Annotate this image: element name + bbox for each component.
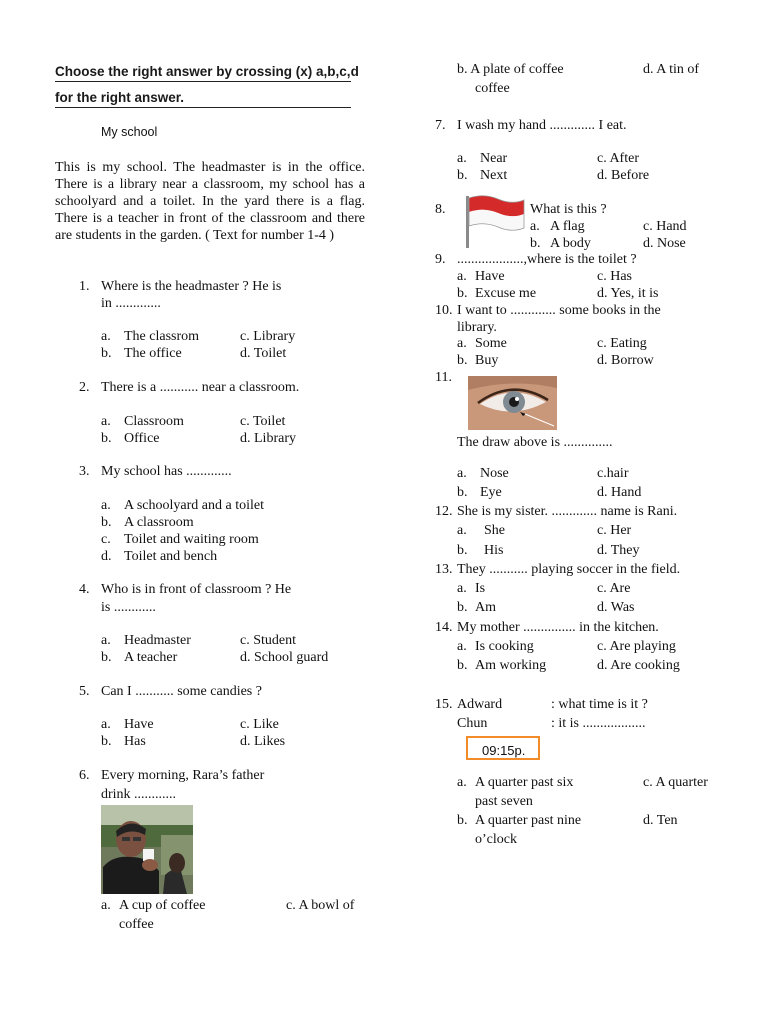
q6-option-a[interactable]: A cup of coffee <box>119 898 206 913</box>
q6-stem: Every morning, Rara’s father <box>101 768 265 783</box>
q15-line-2: : it is .................. <box>551 716 646 731</box>
q10-option-a[interactable]: Some <box>475 336 507 351</box>
q11-option-a[interactable]: Nose <box>480 466 509 481</box>
q2-stem: There is a ........... near a classroom. <box>101 380 300 395</box>
q14-number: 14. <box>435 620 453 635</box>
q15-a-letter: a. <box>457 775 467 790</box>
q3-number: 3. <box>79 464 90 479</box>
q6-stem-2: drink ............ <box>101 787 177 802</box>
q4-option-d[interactable]: d. School guard <box>240 650 329 665</box>
q8-option-a[interactable]: A flag <box>550 219 585 234</box>
q13-number: 13. <box>435 562 453 577</box>
q8-option-d[interactable]: d. Nose <box>643 236 686 251</box>
q11-stem: The draw above is .............. <box>457 435 613 450</box>
q15-option-b[interactable]: A quarter past nine <box>475 813 582 828</box>
q12-option-a[interactable]: She <box>484 523 505 538</box>
q10-option-c[interactable]: c. Eating <box>597 336 647 351</box>
q11-option-c[interactable]: c.hair <box>597 466 629 481</box>
q11-number: 11. <box>435 370 452 385</box>
clock-time: 09:15p. <box>482 743 526 758</box>
q4-stem: Who is in front of classroom ? He <box>101 582 292 597</box>
q4-a-letter: a. <box>101 633 111 648</box>
q15-option-b-cont: o’clock <box>475 832 517 847</box>
q2-option-d[interactable]: d. Library <box>240 431 296 446</box>
q10-option-b[interactable]: Buy <box>475 353 499 368</box>
eye-image <box>468 376 557 430</box>
q7-option-c[interactable]: c. After <box>597 151 639 166</box>
q15-number: 15. <box>435 697 453 712</box>
q11-b-letter: b. <box>457 485 468 500</box>
q5-option-b[interactable]: Has <box>124 734 146 749</box>
q3-option-a[interactable]: A schoolyard and a toilet <box>124 498 264 513</box>
q9-option-c[interactable]: c. Has <box>597 269 632 284</box>
instruction-line-2: for the right answer. <box>55 89 351 108</box>
q13-option-b[interactable]: Am <box>475 600 496 615</box>
q9-b-letter: b. <box>457 286 468 301</box>
q1-a-letter: a. <box>101 329 111 344</box>
q15-b-letter: b. <box>457 813 468 828</box>
q1-option-b[interactable]: The office <box>124 346 182 361</box>
q8-option-b[interactable]: A body <box>550 236 591 251</box>
instruction-line-1: Choose the right answer by crossing (x) a,b,c,d <box>55 63 351 82</box>
reading-title: My school <box>101 125 158 139</box>
q3-d-letter: d. <box>101 549 112 564</box>
q10-stem: I want to ............. some books in the <box>457 303 661 318</box>
q7-stem: I wash my hand ............. I eat. <box>457 118 627 133</box>
q13-option-d[interactable]: d. Was <box>597 600 635 615</box>
q13-b-letter: b. <box>457 600 468 615</box>
q1-b-letter: b. <box>101 346 112 361</box>
q14-option-a[interactable]: Is cooking <box>475 639 534 654</box>
q1-stem-2: in ............. <box>101 296 161 311</box>
q15-option-c-cont: past seven <box>475 794 533 809</box>
q15-line-1: : what time is it ? <box>551 697 648 712</box>
q3-option-c[interactable]: Toilet and waiting room <box>124 532 259 547</box>
flag-image <box>462 194 528 248</box>
q14-option-c[interactable]: c. Are playing <box>597 639 676 654</box>
q2-option-c[interactable]: c. Toilet <box>240 414 286 429</box>
q9-option-b[interactable]: Excuse me <box>475 286 537 301</box>
q12-number: 12. <box>435 504 453 519</box>
q7-option-a[interactable]: Near <box>480 151 508 166</box>
q3-option-d[interactable]: Toilet and bench <box>124 549 218 564</box>
q1-stem: Where is the headmaster ? He is <box>101 279 282 294</box>
q13-option-a[interactable]: Is <box>475 581 486 596</box>
q4-stem-2: is ............ <box>101 600 156 615</box>
man-drinking-coffee-image <box>101 805 193 894</box>
q13-stem: They ........... playing soccer in the field. <box>457 562 681 577</box>
q10-b-letter: b. <box>457 353 468 368</box>
q6-number: 6. <box>79 768 90 783</box>
q3-b-letter: b. <box>101 515 112 530</box>
q4-option-c[interactable]: c. Student <box>240 633 296 648</box>
q4-number: 4. <box>79 582 90 597</box>
q15-option-c[interactable]: c. A quarter <box>643 775 708 790</box>
q10-number: 10. <box>435 303 453 318</box>
q6-option-a-cont: coffee <box>119 917 154 932</box>
q9-stem: ...................,where is the toilet ? <box>457 252 637 267</box>
q15-speaker-2: Chun <box>457 716 488 731</box>
q10-a-letter: a. <box>457 336 467 351</box>
reading-passage: This is my school. The headmaster is in the office. There is a library near a classroom, my school has a schoolyard and a toilet. In the yard there is a flag. There is a teacher in front of the classroom and there are students in the garden. ( Text for number 1-4 ) <box>55 160 365 243</box>
q15-option-d[interactable]: d. Ten <box>643 813 678 828</box>
q1-option-d[interactable]: d. Toilet <box>240 346 287 361</box>
q12-stem: She is my sister. ............. name is Rani. <box>457 504 678 519</box>
q2-option-a[interactable]: Classroom <box>124 414 184 429</box>
q12-option-d[interactable]: d. They <box>597 543 640 558</box>
q13-a-letter: a. <box>457 581 467 596</box>
q1-option-c[interactable]: c. Library <box>240 329 296 344</box>
q4-option-b[interactable]: A teacher <box>124 650 178 665</box>
q14-b-letter: b. <box>457 658 468 673</box>
q8-a-letter: a. <box>530 219 540 234</box>
q8-stem: What is this ? <box>530 202 607 217</box>
q5-option-c[interactable]: c. Like <box>240 717 279 732</box>
q5-stem: Can I ........... some candies ? <box>101 684 262 699</box>
q12-b-letter: b. <box>457 543 468 558</box>
q2-option-b[interactable]: Office <box>124 431 160 446</box>
q8-option-c[interactable]: c. Hand <box>643 219 687 234</box>
q8-number: 8. <box>435 202 446 217</box>
q10-option-d[interactable]: d. Borrow <box>597 353 654 368</box>
q3-a-letter: a. <box>101 498 111 513</box>
digital-clock-box <box>466 736 540 760</box>
q9-a-letter: a. <box>457 269 467 284</box>
q8-b-letter: b. <box>530 236 541 251</box>
q15-speaker-1: Adward <box>457 697 503 712</box>
q7-number: 7. <box>435 118 446 133</box>
q2-a-letter: a. <box>101 414 111 429</box>
q2-b-letter: b. <box>101 431 112 446</box>
q13-option-c[interactable]: c. Are <box>597 581 631 596</box>
q6-option-b[interactable]: b. A plate of coffee <box>457 62 564 77</box>
q11-option-d[interactable]: d. Hand <box>597 485 642 500</box>
q5-b-letter: b. <box>101 734 112 749</box>
q9-option-d[interactable]: d. Yes, it is <box>597 286 659 301</box>
q4-option-a[interactable]: Headmaster <box>124 633 191 648</box>
q5-a-letter: a. <box>101 717 111 732</box>
q14-a-letter: a. <box>457 639 467 654</box>
q7-b-letter: b. <box>457 168 468 183</box>
q9-number: 9. <box>435 252 446 267</box>
q9-option-a[interactable]: Have <box>475 269 505 284</box>
q3-option-b[interactable]: A classroom <box>124 515 194 530</box>
q7-a-letter: a. <box>457 151 467 166</box>
q5-option-a[interactable]: Have <box>124 717 154 732</box>
q3-stem: My school has ............. <box>101 464 232 479</box>
q11-option-b[interactable]: Eye <box>480 485 502 500</box>
q12-a-letter: a. <box>457 523 467 538</box>
q6-a-letter: a. <box>101 898 111 913</box>
q10-stem-2: library. <box>457 320 497 335</box>
q6-option-c[interactable]: c. A bowl of <box>286 898 355 913</box>
q12-option-c[interactable]: c. Her <box>597 523 632 538</box>
q14-option-d[interactable]: d. Are cooking <box>597 658 680 673</box>
q15-option-a[interactable]: A quarter past six <box>475 775 574 790</box>
q4-b-letter: b. <box>101 650 112 665</box>
q7-option-d[interactable]: d. Before <box>597 168 650 183</box>
q2-number: 2. <box>79 380 90 395</box>
q1-option-a[interactable]: The classrom <box>124 329 200 344</box>
q14-option-b[interactable]: Am working <box>475 658 547 673</box>
q12-option-b[interactable]: His <box>484 543 504 558</box>
q6-option-d[interactable]: d. A tin of <box>643 62 700 77</box>
q6-option-b-cont: coffee <box>475 81 510 96</box>
q14-stem: My mother ............... in the kitchen. <box>457 620 659 635</box>
q1-number: 1. <box>79 279 90 294</box>
q11-a-letter: a. <box>457 466 467 481</box>
q5-option-d[interactable]: d. Likes <box>240 734 286 749</box>
q5-number: 5. <box>79 684 90 699</box>
q3-c-letter: c. <box>101 532 111 547</box>
q7-option-b[interactable]: Next <box>480 168 508 183</box>
